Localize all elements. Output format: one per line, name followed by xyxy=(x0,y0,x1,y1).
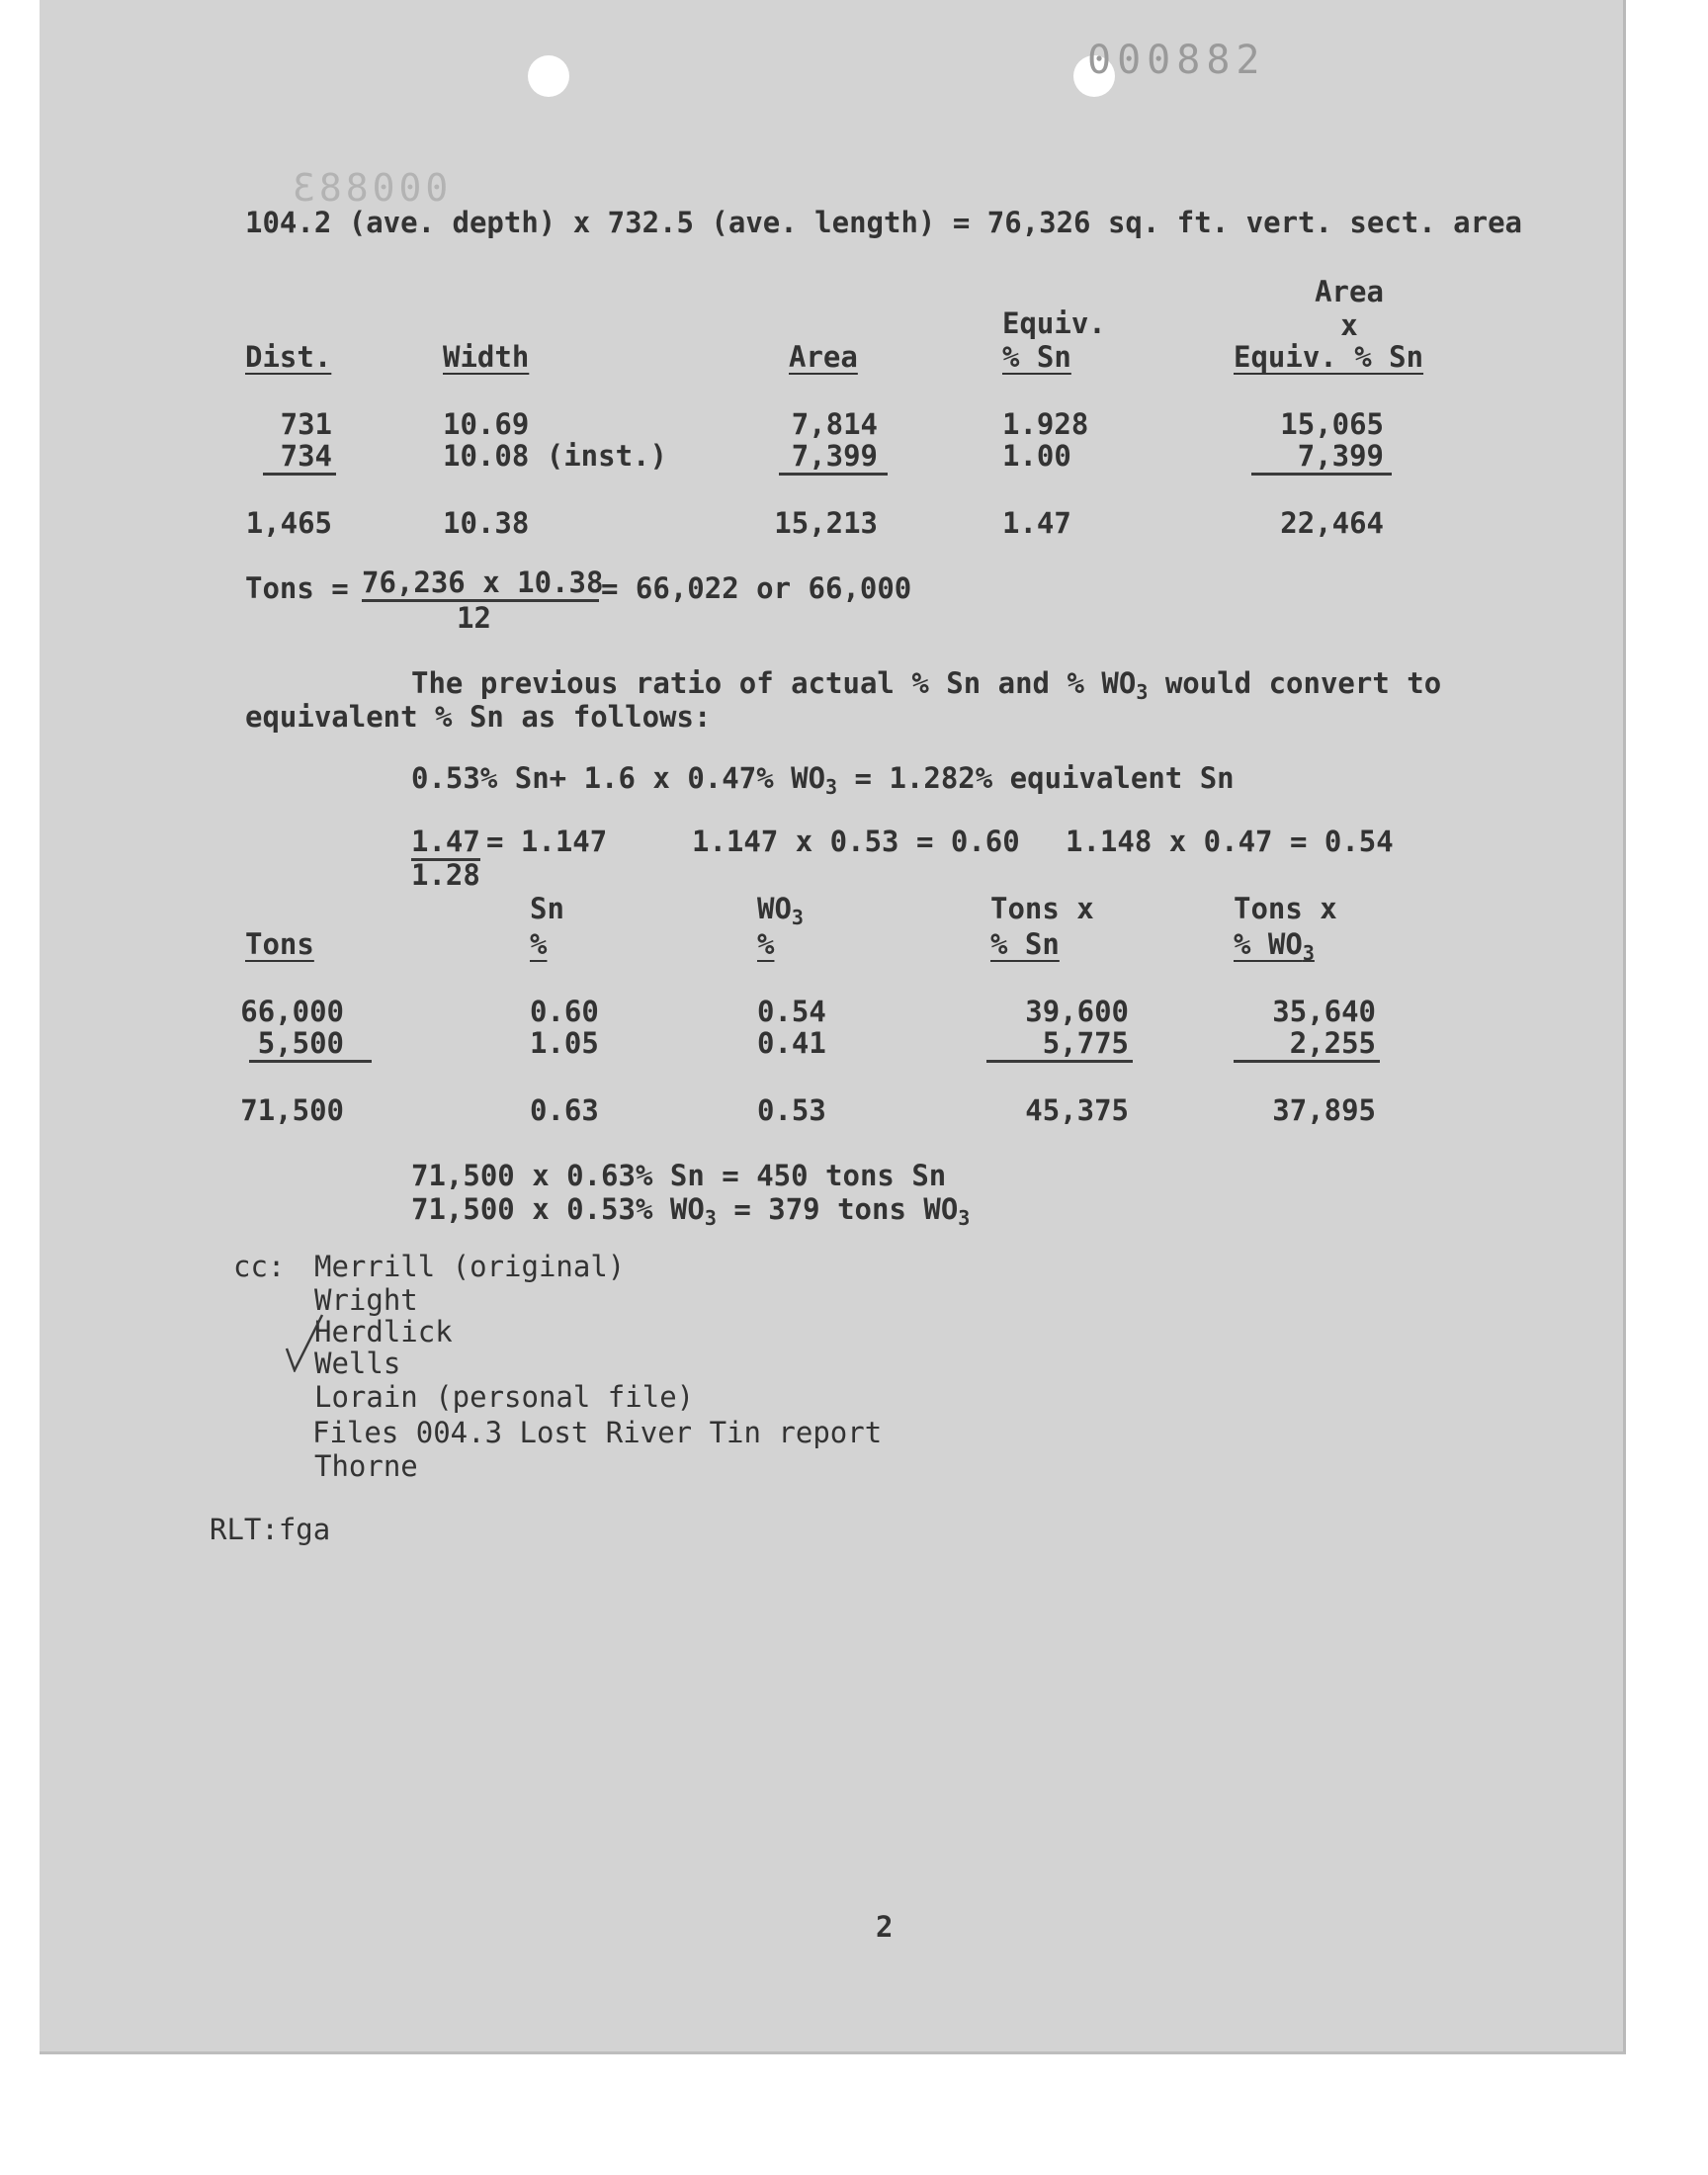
table2-header-tons-wo3-subscript: 3 xyxy=(1302,941,1315,965)
summary-line-wo3 xyxy=(411,1192,970,1230)
table2-row1-wo3: 0.54 xyxy=(757,995,826,1028)
table1-row1-equiv: 1.928 xyxy=(1002,407,1089,441)
page-number: 2 xyxy=(876,1910,894,1944)
table2-total-sn: 0.63 xyxy=(530,1093,599,1127)
tons-formula-numerator: 76,236 x 10.38 xyxy=(362,566,604,599)
table1-header-area: Area xyxy=(789,340,858,374)
table2-row2-sn: 1.05 xyxy=(530,1026,599,1060)
cc-recipient: Files 004.3 Lost River Tin report xyxy=(312,1416,883,1449)
paragraph-line-1-end: would convert to xyxy=(1148,666,1442,700)
ratio-numerator: 1.47 xyxy=(411,825,480,858)
table1-row1-dist: 731 xyxy=(280,407,332,441)
cc-recipient: Lorain (personal file) xyxy=(314,1380,695,1414)
equation-end: = 1.282% equivalent Sn xyxy=(837,761,1235,795)
table1-header-axe-line3: Equiv. % Sn xyxy=(1234,340,1424,374)
document-page xyxy=(40,0,1626,2054)
table1-row2-equiv: 1.00 xyxy=(1002,439,1071,473)
typist-initials: RLT:fga xyxy=(210,1513,331,1546)
tons-formula-denominator: 12 xyxy=(457,601,491,635)
table2-header-tons-wo3-line2 xyxy=(1234,927,1315,965)
table2-total-tons-sn: 45,375 xyxy=(1025,1093,1129,1127)
table1-header-width: Width xyxy=(443,340,530,374)
table1-row2-axe: 7,399 xyxy=(1297,439,1384,473)
summary-line-sn: 71,500 x 0.63% Sn = 450 tons Sn xyxy=(411,1159,947,1192)
table1-header-equiv-line2: % Sn xyxy=(1002,340,1071,374)
table2-header-sn-line2: % xyxy=(530,927,548,961)
table1-header-dist: Dist. xyxy=(245,340,332,374)
punch-hole-left xyxy=(528,55,569,97)
table2-total-rule-tons-sn xyxy=(986,1060,1133,1063)
cc-recipient: Thorne xyxy=(314,1449,418,1483)
paragraph-line-1 xyxy=(411,666,1441,704)
summary-wo3-subscript-2: 3 xyxy=(958,1206,971,1230)
page-id-stamp: 000882 xyxy=(1087,38,1266,83)
faint-bleed-stamp: 000883 xyxy=(289,166,449,210)
tons-formula-prefix: Tons = xyxy=(245,571,349,605)
table2-row1-tons-wo3: 35,640 xyxy=(1272,995,1376,1028)
ratio-calc-wo3: 1.148 x 0.47 = 0.54 xyxy=(1066,825,1394,858)
table1-total-equiv: 1.47 xyxy=(1002,506,1071,540)
table2-row2-tons: 5,500 xyxy=(257,1026,344,1060)
table2-header-tons-sn-line2: % Sn xyxy=(990,927,1060,961)
cc-label: cc: xyxy=(233,1250,286,1283)
table1-total-axe: 22,464 xyxy=(1280,506,1384,540)
table2-header-tons: Tons xyxy=(245,927,314,961)
table2-total-wo3: 0.53 xyxy=(757,1093,826,1127)
table2-row1-sn: 0.60 xyxy=(530,995,599,1028)
table2-row1-tons: 66,000 xyxy=(240,995,344,1028)
checkmark-icon xyxy=(285,1313,324,1372)
table1-row2-dist: 734 xyxy=(280,439,332,473)
summary-wo3-subscript-1: 3 xyxy=(704,1206,717,1230)
table1-total-area: 15,213 xyxy=(774,506,878,540)
ratio-calc-sn: 1.147 x 0.53 = 0.60 xyxy=(692,825,1020,858)
table2-header-wo3-line2: % xyxy=(757,927,775,961)
table2-row1-tons-sn: 39,600 xyxy=(1025,995,1129,1028)
table2-header-wo3-text: WO xyxy=(757,892,792,925)
table2-total-tons-wo3: 37,895 xyxy=(1272,1093,1376,1127)
table1-total-width: 10.38 xyxy=(443,506,530,540)
summary-wo3-mid: = 379 tons WO xyxy=(716,1192,959,1226)
table1-row1-width: 10.69 xyxy=(443,407,530,441)
table2-total-rule-tons xyxy=(249,1060,372,1063)
cc-recipient: Merrill (original) xyxy=(314,1250,626,1283)
table1-header-equiv-line1: Equiv. xyxy=(1002,306,1106,340)
table2-header-wo3-line1 xyxy=(757,892,804,929)
table1-total-dist: 1,465 xyxy=(245,506,332,540)
summary-wo3-text: 71,500 x 0.53% WO xyxy=(411,1192,705,1226)
table1-total-rule-dist xyxy=(263,473,336,476)
table2-header-tons-sn-line1: Tons x xyxy=(990,892,1094,925)
table1-total-rule-area xyxy=(779,473,888,476)
cc-recipient: Wright xyxy=(314,1283,418,1317)
paragraph-line-1-subscript: 3 xyxy=(1136,680,1149,704)
table2-row2-wo3: 0.41 xyxy=(757,1026,826,1060)
table2-header-tons-wo3-text: % WO xyxy=(1234,927,1303,961)
equation-text: 0.53% Sn+ 1.6 x 0.47% WO xyxy=(411,761,826,795)
table2-header-wo3-subscript: 3 xyxy=(791,906,804,929)
table2-total-tons: 71,500 xyxy=(240,1093,344,1127)
equation-subscript: 3 xyxy=(825,775,838,799)
table2-row2-tons-sn: 5,775 xyxy=(1042,1026,1129,1060)
table2-total-rule-tons-wo3 xyxy=(1234,1060,1380,1063)
equivalent-sn-equation xyxy=(411,761,1235,799)
tons-formula-result: = 66,022 or 66,000 xyxy=(601,571,912,605)
cc-recipient: Herdlick xyxy=(314,1315,453,1348)
formula-line: 104.2 (ave. depth) x 732.5 (ave. length) = 76,326 sq. ft. vert. sect. area xyxy=(245,206,1523,239)
table1-header-axe-line2: x xyxy=(1340,308,1358,342)
table1-row2-width: 10.08 (inst.) xyxy=(443,439,667,473)
ratio-result: = 1.147 xyxy=(486,825,608,858)
table1-total-rule-axe xyxy=(1251,473,1392,476)
table2-header-tons-wo3-line1: Tons x xyxy=(1234,892,1337,925)
paragraph-line-1-text: The previous ratio of actual % Sn and % WO xyxy=(411,666,1137,700)
table1-row1-area: 7,814 xyxy=(791,407,878,441)
paragraph-line-2: equivalent % Sn as follows: xyxy=(245,700,712,734)
cc-recipient: Wells xyxy=(314,1347,401,1380)
ratio-denominator: 1.28 xyxy=(411,858,480,892)
table1-row1-axe: 15,065 xyxy=(1280,407,1384,441)
table1-row2-area: 7,399 xyxy=(791,439,878,473)
table1-header-axe-line1: Area xyxy=(1315,275,1384,308)
table2-header-sn-line1: Sn xyxy=(530,892,564,925)
table2-row2-tons-wo3: 2,255 xyxy=(1289,1026,1376,1060)
